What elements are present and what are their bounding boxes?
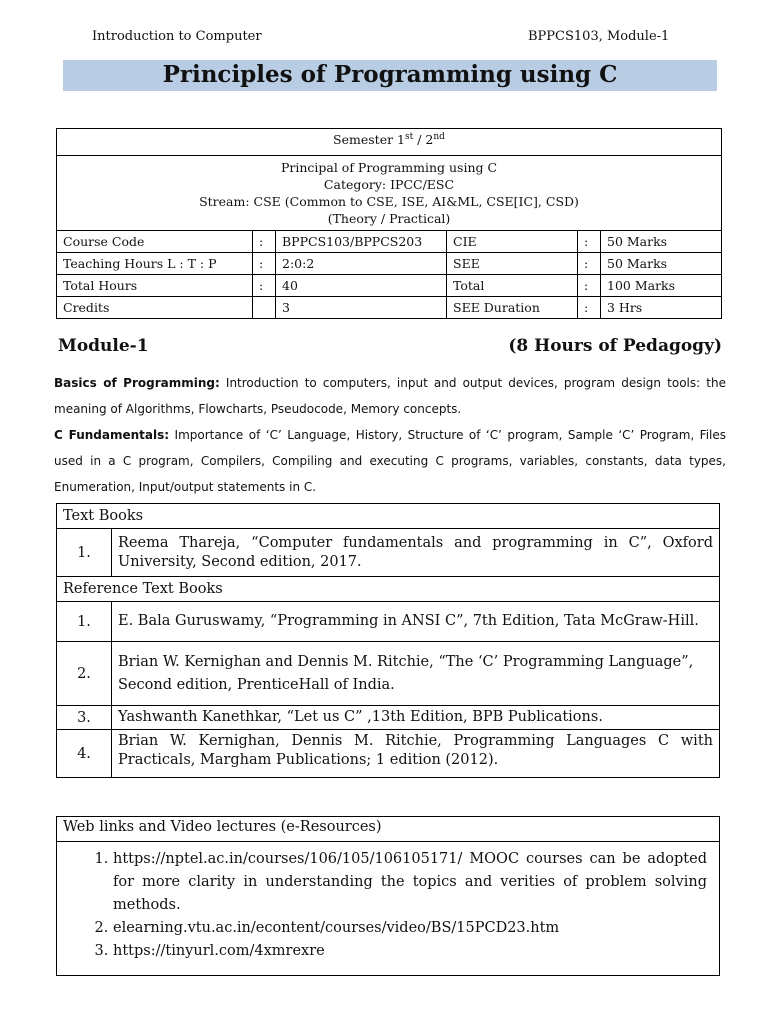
row-sep2: : — [578, 253, 601, 275]
row-value2: 3 Hrs — [601, 297, 722, 319]
table-row — [57, 275, 722, 297]
semester-cell — [57, 129, 722, 156]
module-hours: (8 Hours of Pedagogy) — [508, 336, 722, 356]
semester-sup2: nd — [433, 132, 445, 142]
row-value: 2:0:2 — [276, 253, 447, 275]
ref-num: 2. — [57, 642, 112, 706]
ref-num: 1. — [57, 602, 112, 642]
row-label: Credits — [57, 297, 253, 319]
course-table — [56, 128, 722, 319]
semester-sup1: st — [405, 132, 414, 142]
course-info-cell — [57, 156, 722, 231]
ref-text: Brian W. Kernighan, Dennis M. Ritchie, Programming Languages C with Practicals, Margham Publications; 1 edition (2012). — [112, 730, 720, 778]
ref-num: 4. — [57, 730, 112, 778]
page-title: Principles of Programming using C — [162, 61, 618, 88]
row-value: 3 — [276, 297, 447, 319]
course-stream: Stream: CSE (Common to CSE, ISE, AI&ML, CSE[IC], CSD) — [199, 194, 579, 209]
row-value2: 50 Marks — [601, 231, 722, 253]
row-label: Course Code — [57, 231, 253, 253]
table-row — [57, 297, 722, 319]
row-sep2: : — [578, 275, 601, 297]
weblinks-heading: Web links and Video lectures (e-Resources) — [57, 817, 720, 842]
row-sep: : — [253, 253, 276, 275]
table-row — [57, 529, 720, 577]
basics-paragraph — [54, 370, 726, 422]
row-sep: : — [253, 231, 276, 253]
basics-text: Introduction to computers, input and output devices, program design tools: the meaning of Algorithms, Flowcharts, Pseudocode, Memory concepts. — [54, 376, 726, 416]
table-row — [57, 706, 720, 730]
row-value: 40 — [276, 275, 447, 297]
text-books-heading: Text Books — [57, 504, 720, 529]
row-sep — [253, 297, 276, 319]
ref-text: E. Bala Guruswamy, “Programming in ANSI C”, 7th Edition, Tata McGraw-Hill. — [112, 602, 720, 642]
reference-heading: Reference Text Books — [57, 577, 720, 602]
header-right: BPPCS103, Module-1 — [528, 29, 670, 44]
c-heading: C Fundamentals: — [54, 428, 170, 442]
book-text: Reema Thareja, “Computer fundamentals and programming in C”, Oxford University, Second edition, 2017. — [112, 529, 720, 577]
weblinks-table — [56, 816, 720, 976]
row-label2: Total — [447, 275, 578, 297]
table-row — [57, 642, 720, 706]
row-sep: : — [253, 275, 276, 297]
weblink-item: 1. https://nptel.ac.in/courses/106/105/106105171/ MOOC courses can be adopted for more clarity in understanding the topics and verities of problem solving methods. — [113, 848, 707, 917]
weblink-item: 3. https://tinyurl.com/4xmrexre — [113, 940, 707, 963]
course-mode: (Theory / Practical) — [327, 211, 451, 226]
books-table — [56, 503, 720, 778]
row-value2: 50 Marks — [601, 253, 722, 275]
ref-num: 3. — [57, 706, 112, 730]
book-num: 1. — [57, 529, 112, 577]
semester-mid: / 2 — [413, 132, 434, 148]
course-name: Principal of Programming using C — [280, 160, 498, 175]
row-label: Total Hours — [57, 275, 253, 297]
ref-text: Brian W. Kernighan and Dennis M. Ritchie, “The ‘C’ Programming Language”, Second edition, PrenticeHall of India. — [112, 642, 720, 706]
row-value2: 100 Marks — [601, 275, 722, 297]
table-row — [57, 602, 720, 642]
row-label2: SEE — [447, 253, 578, 275]
row-label2: SEE Duration — [447, 297, 578, 319]
module-title: Module-1 — [58, 336, 149, 356]
row-label: Teaching Hours L : T : P — [57, 253, 253, 275]
weblink-item: 2. elearning.vtu.ac.in/econtent/courses/video/BS/15PCD23.htm — [113, 917, 707, 940]
table-row — [57, 730, 720, 778]
c-text: Importance of ‘C’ Language, History, Structure of ‘C’ program, Sample ‘C’ Program, Files used in a C program, Compilers, Compiling and executing C programs, variables, constants, data types, Enumeration, Input/output statements in C. — [54, 428, 727, 494]
row-sep2: : — [578, 297, 601, 319]
course-category: Category: IPCC/ESC — [323, 177, 455, 192]
row-value: BPPCS103/BPPCS203 — [276, 231, 447, 253]
title-band — [63, 60, 717, 91]
semester-prefix: Semester 1 — [333, 132, 405, 148]
c-fundamentals-paragraph — [54, 422, 726, 500]
header-left: Introduction to Computer — [92, 29, 262, 44]
ref-text: Yashwanth Kanethkar, “Let us C” ,13th Edition, BPB Publications. — [112, 706, 720, 730]
row-label2: CIE — [447, 231, 578, 253]
row-sep2: : — [578, 231, 601, 253]
table-row — [57, 253, 722, 275]
table-row — [57, 231, 722, 253]
weblinks-list-cell — [57, 842, 720, 976]
basics-heading: Basics of Programming: — [54, 376, 220, 390]
weblinks-list — [113, 848, 707, 963]
